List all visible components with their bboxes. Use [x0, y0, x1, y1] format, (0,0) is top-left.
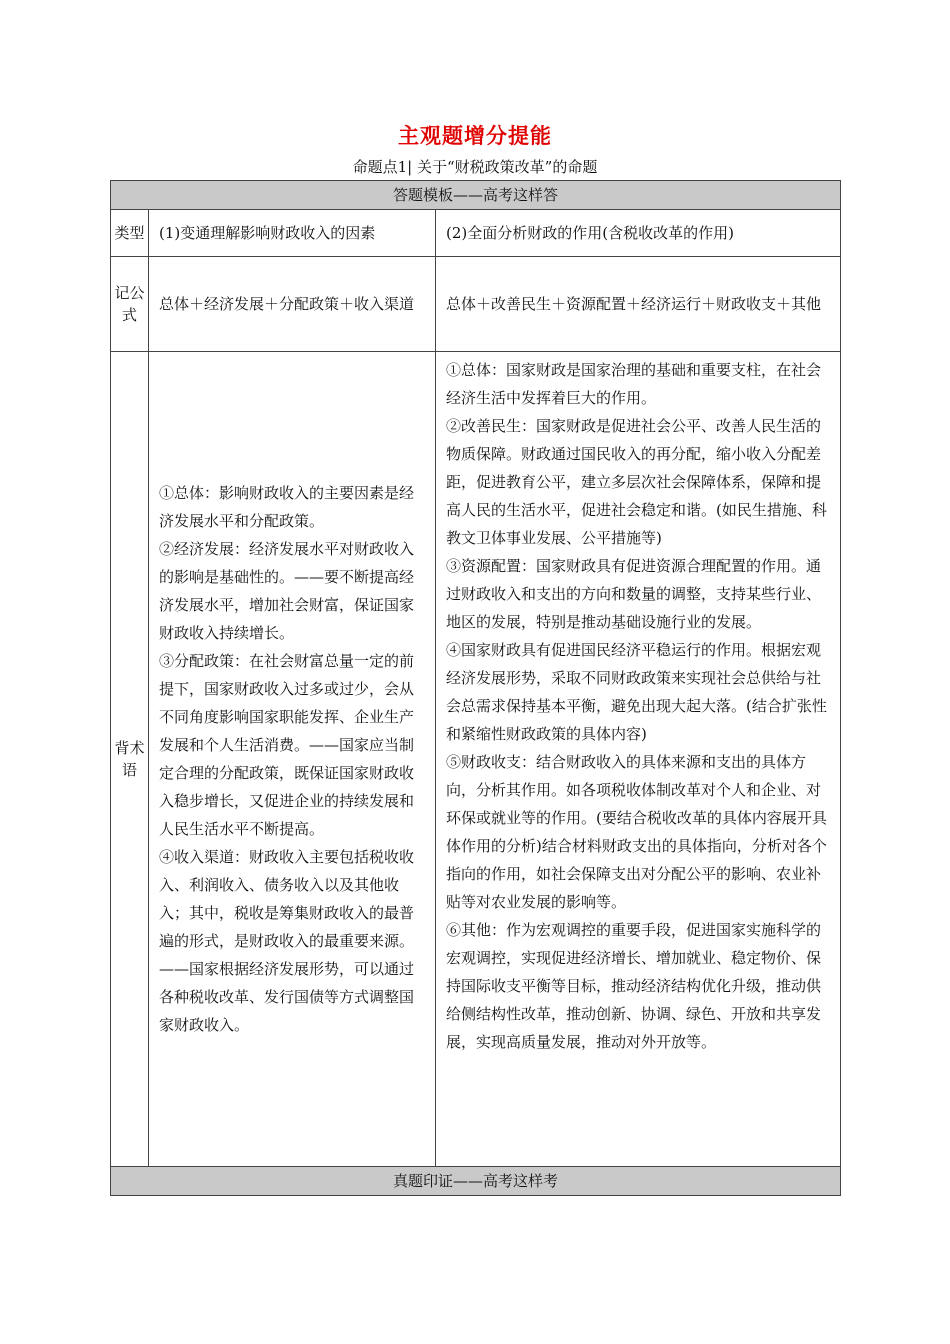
footer-band: 真题印证——高考这样考 [111, 1167, 841, 1196]
speech-col2-item: ②改善民生：国家财政是促进社会公平、改善人民生活的物质保障。财政通过国民收入的再分配，缩小收入分配差距，促进教育公平，建立多层次社会保障体系，保障和提高人民的生活水平，促进社会稳定和谐。(如民生措施、科教文卫体事业发展、公平措施等) [446, 417, 827, 547]
type-col2: (2)全面分析财政的作用(含税收改革的作用) [436, 210, 841, 257]
formula-col2: 总体＋改善民生＋资源配置＋经济运行＋财政收支＋其他 [436, 257, 841, 352]
row-label-type: 类型 [111, 210, 149, 257]
speech-col2-item: ⑤财政收支：结合财政收入的具体来源和支出的具体方向，分析其作用。如各项税收体制改革对个人和企业、对环保或就业等的作用。(要结合税收改革的具体内容展开具体作用的分析)结合材料财政支出的具体指向，分析对各个指向的作用，如社会保障支出对分配公平的影响、农业补贴等对农业发展的影响等。 [446, 753, 827, 911]
formula-col1: 总体＋经济发展＋分配政策＋收入渠道 [149, 257, 436, 352]
row-label-formula: 记公式 [111, 257, 149, 352]
answer-template-table [110, 180, 841, 1196]
speech-col1-item: ①总体：影响财政收入的主要因素是经济发展水平和分配政策。 [159, 484, 415, 530]
header-band: 答题模板——高考这样答 [111, 181, 841, 210]
speech-col2-item: ①总体：国家财政是国家治理的基础和重要支柱，在社会经济生活中发挥着巨大的作用。 [446, 361, 822, 407]
speech-col1-item: ②经济发展：经济发展水平对财政收入的影响是基础性的。——要不断提高经济发展水平，增加社会财富，保证国家财政收入持续增长。 [159, 540, 415, 642]
speech-col2-item: ③资源配置：国家财政具有促进资源合理配置的作用。通过财政收入和支出的方向和数量的调整，支持某些行业、地区的发展，特别是推动基础设施行业的发展。 [446, 557, 822, 631]
speech-col1 [149, 352, 436, 1167]
speech-col1-item: ③分配政策：在社会财富总量一定的前提下，国家财政收入过多或过少，会从不同角度影响国家职能发挥、企业生产发展和个人生活消费。——国家应当制定合理的分配政策，既保证国家财政收入稳步增长，又促进企业的持续发展和人民生活水平不断提高。 [159, 652, 415, 838]
speech-col2-item: ⑥其他：作为宏观调控的重要手段，促进国家实施科学的宏观调控，实现促进经济增长、增加就业、稳定物价、保持国际收支平衡等目标，推动经济结构优化升级，推动供给侧结构性改革，推动创新、协调、绿色、开放和共享发展，实现高质量发展，推动对外开放等。 [446, 921, 822, 1051]
speech-col2 [436, 352, 841, 1167]
page-title: 主观题增分提能 [398, 123, 552, 148]
speech-col2-item: ④国家财政具有促进国民经济平稳运行的作用。根据宏观经济发展形势，采取不同财政政策来实现社会总供给与社会总需求保持基本平衡，避免出现大起大落。(结合扩张性和紧缩性财政政策的具体内容) [446, 641, 827, 743]
row-label-speech: 背术语 [111, 352, 149, 1167]
page-subtitle: 命题点1| 关于“财税政策改革”的命题 [352, 158, 598, 176]
type-col1: (1)变通理解影响财政收入的因素 [149, 210, 436, 257]
speech-col1-item: ④收入渠道：财政收入主要包括税收收入、利润收入、债务收入以及其他收入；其中，税收是筹集财政收入的最普遍的形式，是财政收入的最重要来源。——国家根据经济发展形势，可以通过各种税收改革、发行国债等方式调整国家财政收入。 [159, 848, 415, 1034]
